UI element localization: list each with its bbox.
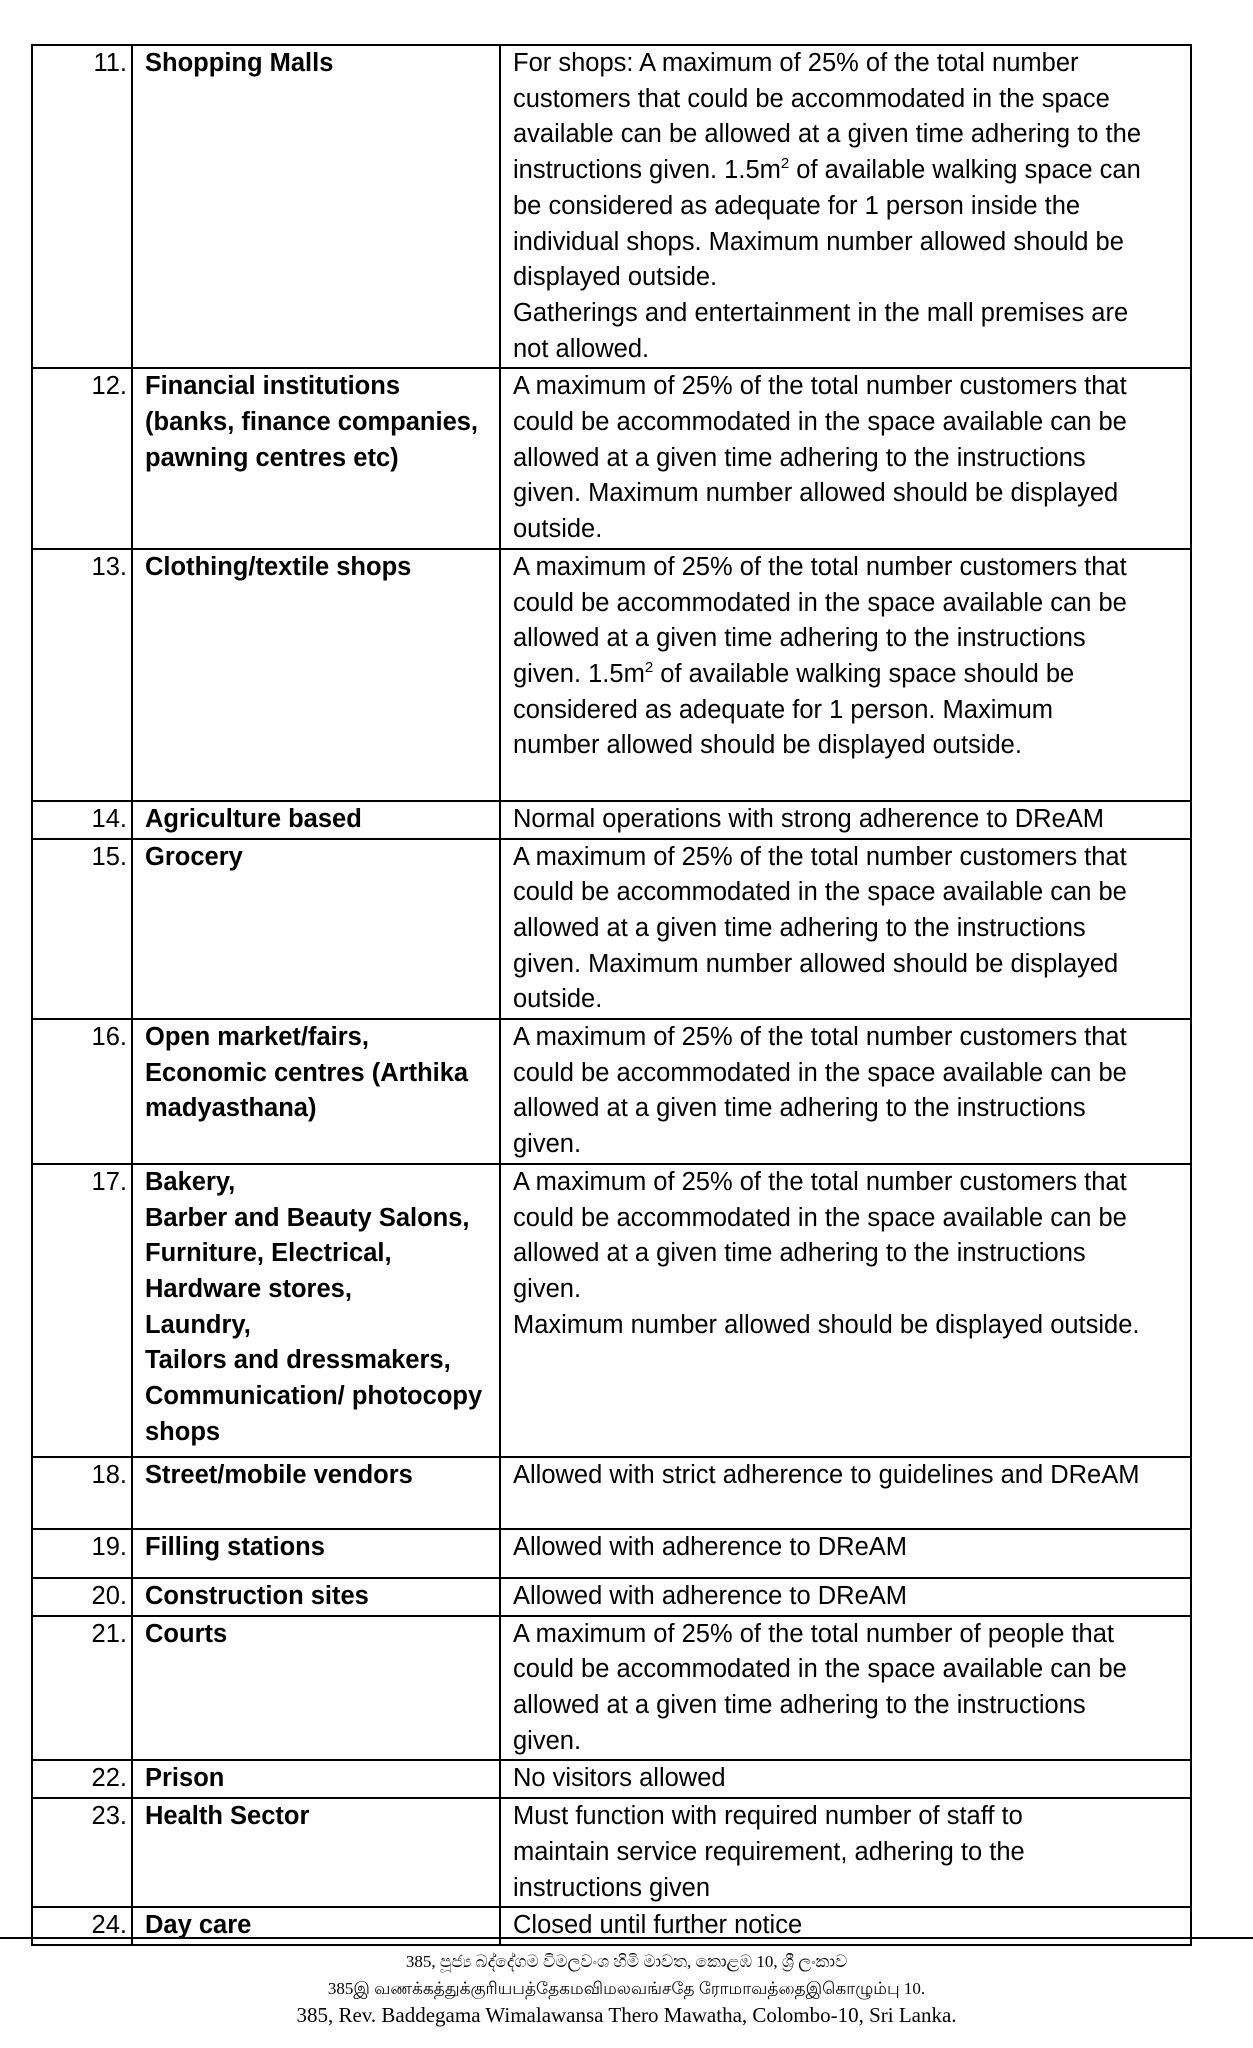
details-line: A maximum of 25% of the total number of people that (513, 1619, 1115, 1648)
table-row (32, 1529, 1191, 1578)
category-line: pawning centres etc) (145, 443, 399, 472)
details-line: A maximum of 25% of the total number customers that (513, 1023, 1127, 1052)
category-line: Financial institutions (145, 372, 401, 401)
category-line: Health Sector (145, 1802, 310, 1831)
details-cell (500, 368, 1191, 549)
details-line: not allowed. (513, 334, 650, 363)
details-cell (500, 1578, 1191, 1616)
details-line: could be accommodated in the space available can be (513, 1203, 1127, 1232)
category-cell (132, 1529, 500, 1578)
category-cell (132, 45, 500, 368)
table-row (32, 1798, 1191, 1907)
footer-divider (0, 1937, 1253, 1939)
details-line: given. (513, 1274, 582, 1303)
category-cell (132, 801, 500, 839)
category-cell (132, 839, 500, 1020)
details-line: could be accommodated in the space available can be (513, 1058, 1127, 1087)
category-line: shops (145, 1417, 221, 1446)
details-line: outside. (513, 515, 603, 544)
row-number: 19. (32, 1529, 132, 1578)
page-footer (0, 1948, 1253, 2029)
details-line: allowed at a given time adhering to the instructions (513, 443, 1086, 472)
details-cell (500, 801, 1191, 839)
table-row (32, 1164, 1191, 1457)
details-line: could be accommodated in the space available can be (513, 408, 1127, 437)
details-line: allowed at a given time adhering to the instructions (513, 913, 1086, 942)
details-line: A maximum of 25% of the total number customers that (513, 842, 1127, 871)
category-cell (132, 1760, 500, 1798)
details-line: outside. (513, 985, 603, 1014)
details-line: For shops: A maximum of 25% of the total number (513, 49, 1079, 77)
details-line: A maximum of 25% of the total number customers that (513, 552, 1127, 581)
details-line: Maximum number allowed should be displayed outside. (513, 1310, 1140, 1339)
details-text: instructions given. 1.5m (513, 156, 781, 185)
table-row (32, 368, 1191, 549)
category-cell (132, 549, 500, 801)
row-number: 21. (32, 1616, 132, 1761)
details-line: individual shops. Maximum number allowed should be (513, 227, 1124, 256)
footer-address-english: 385, Rev. Baddegama Wimalawansa Thero Mawatha, Colombo-10, Sri Lanka. (296, 2003, 957, 2027)
category-cell (132, 1616, 500, 1761)
details-text: of available walking space can (789, 156, 1141, 185)
details-line: A maximum of 25% of the total number customers that (513, 1167, 1127, 1196)
row-number: 16. (32, 1019, 132, 1164)
details-line: maintain service requirement, adhering to the (513, 1837, 1025, 1866)
details-line: Allowed with adherence to DReAM (513, 1581, 908, 1610)
table-row (32, 1760, 1191, 1798)
table-row (32, 801, 1191, 839)
category-line: Prison (145, 1764, 225, 1793)
details-cell (500, 839, 1191, 1020)
table-row (32, 839, 1191, 1020)
details-line: Must function with required number of staff to (513, 1802, 1023, 1831)
row-number: 23. (32, 1798, 132, 1907)
details-line: customers that could be accommodated in the space (513, 84, 1110, 113)
row-number: 14. (32, 801, 132, 839)
category-line: Bakery, (145, 1167, 236, 1196)
table-row (32, 1616, 1191, 1761)
details-text: of available walking space should be (653, 659, 1075, 688)
details-line: Allowed with strict adherence to guidelines and DReAM (513, 1460, 1140, 1489)
details-line: be considered as adequate for 1 person inside the (513, 191, 1081, 220)
details-line: allowed at a given time adhering to the instructions (513, 1094, 1086, 1123)
row-number: 15. (32, 839, 132, 1020)
table-row (32, 45, 1191, 368)
details-line: number allowed should be displayed outside. (513, 731, 1022, 760)
category-line: Courts (145, 1619, 228, 1648)
details-cell (500, 1164, 1191, 1457)
category-cell (132, 1164, 500, 1457)
details-line: given. (513, 1130, 582, 1159)
details-cell (500, 45, 1191, 368)
row-number: 13. (32, 549, 132, 801)
category-line: Agriculture based (145, 804, 362, 833)
details-cell (500, 1907, 1191, 1945)
row-number: 22. (32, 1760, 132, 1798)
details-line: could be accommodated in the space available can be (513, 878, 1127, 907)
footer-address-tamil: 385இ வணக்கத்துக்குரியபத்தேகமவிமலவங்சதே ரோமாவத்தைஇகொழும்பு 10. (327, 1979, 926, 1998)
row-number: 24. (32, 1907, 132, 1945)
details-text: given. 1.5m (513, 659, 645, 688)
category-line: Clothing/textile shops (145, 552, 412, 581)
category-line: Barber and Beauty Salons, (145, 1203, 470, 1232)
guidelines-table (31, 44, 1192, 1946)
details-line: allowed at a given time adhering to the instructions (513, 1690, 1086, 1719)
category-cell (132, 1457, 500, 1529)
category-line: Economic centres (Arthika (145, 1058, 469, 1087)
category-line: Day care (145, 1911, 252, 1940)
category-cell (132, 1798, 500, 1907)
row-number: 20. (32, 1578, 132, 1616)
category-line: Grocery (145, 842, 243, 871)
category-line: Filling stations (145, 1532, 325, 1561)
category-line: Tailors and dressmakers, (145, 1346, 451, 1375)
details-line: given. Maximum number allowed should be displayed (513, 479, 1119, 508)
details-line: Allowed with adherence to DReAM (513, 1532, 908, 1561)
category-line: Hardware stores, (145, 1274, 352, 1303)
details-line (513, 657, 1190, 693)
details-cell (500, 1616, 1191, 1761)
details-line: considered as adequate for 1 person. Maximum (513, 695, 1054, 724)
details-line: instructions given (513, 1873, 711, 1902)
details-line: No visitors allowed (513, 1764, 726, 1793)
row-number: 17. (32, 1164, 132, 1457)
details-line (513, 153, 1190, 189)
details-cell (500, 1798, 1191, 1907)
details-line: Normal operations with strong adherence to DReAM (513, 804, 1105, 833)
details-line: displayed outside. (513, 263, 718, 292)
table-row (32, 1019, 1191, 1164)
details-line: given. Maximum number allowed should be displayed (513, 949, 1119, 978)
table-row (32, 549, 1191, 801)
row-number: 18. (32, 1457, 132, 1529)
category-line: (banks, finance companies, (145, 408, 479, 437)
details-cell (500, 1529, 1191, 1578)
details-line: allowed at a given time adhering to the instructions (513, 1239, 1086, 1268)
footer-address-sinhala: 385, පූජ්‍ය බද්දේගම විමලවංශ හිමි මාවත, කොළඹ 10, ශ්‍රී ලංකාව (405, 1952, 848, 1971)
details-line: could be accommodated in the space available can be (513, 1655, 1127, 1684)
category-cell (132, 1907, 500, 1945)
details-cell (500, 1457, 1191, 1529)
category-line: Laundry, (145, 1310, 251, 1339)
superscript: 2 (644, 658, 654, 676)
category-line: Communication/ photocopy (145, 1382, 483, 1411)
details-cell (500, 549, 1191, 801)
details-line: available can be allowed at a given time adhering to the (513, 120, 1141, 149)
category-line: Construction sites (145, 1581, 369, 1610)
details-cell (500, 1019, 1191, 1164)
table-row (32, 1578, 1191, 1616)
category-cell (132, 1578, 500, 1616)
details-line: Gatherings and entertainment in the mall premises are (513, 298, 1129, 327)
details-line: allowed at a given time adhering to the instructions (513, 624, 1086, 653)
details-line: Closed until further notice (513, 1911, 803, 1940)
row-number: 12. (32, 368, 132, 549)
table-row (32, 1907, 1191, 1945)
details-line: given. (513, 1726, 582, 1755)
category-line: Open market/fairs, (145, 1023, 369, 1052)
category-line: Street/mobile vendors (145, 1460, 413, 1489)
category-line: Shopping Malls (145, 49, 334, 77)
category-line: Furniture, Electrical, (145, 1239, 392, 1268)
category-cell (132, 368, 500, 549)
table-row (32, 1457, 1191, 1529)
details-cell (500, 1760, 1191, 1798)
category-line: madyasthana) (145, 1094, 317, 1123)
details-line: could be accommodated in the space available can be (513, 588, 1127, 617)
superscript: 2 (780, 155, 790, 173)
details-line: A maximum of 25% of the total number customers that (513, 372, 1127, 401)
category-cell (132, 1019, 500, 1164)
row-number: 11. (32, 45, 132, 368)
